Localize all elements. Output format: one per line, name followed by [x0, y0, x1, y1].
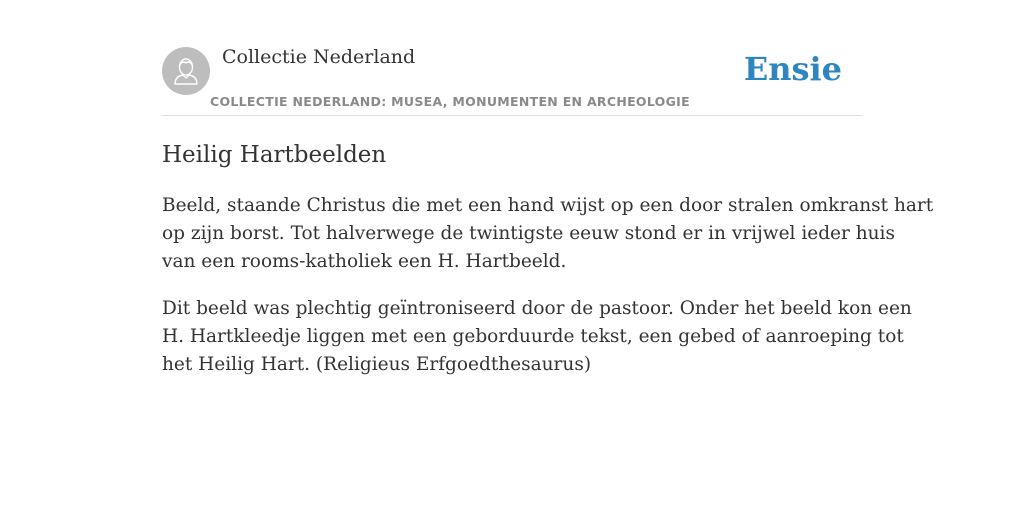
- entry-title: Heilig Hartbeelden: [162, 142, 387, 168]
- paragraph-line: Beeld, staande Christus die met een hand wijst op een door stralen omkranst hart: [162, 195, 934, 216]
- author-name[interactable]: Collectie Nederland: [222, 46, 416, 68]
- entry-card: [162, 40, 934, 379]
- paragraph-line: H. Hartkleedje liggen met een geborduurde tekst, een gebed of aanroeping tot: [162, 326, 904, 347]
- user-icon: [162, 47, 210, 95]
- avatar[interactable]: [162, 47, 210, 95]
- paragraph-line: van een rooms-katholiek een H. Hartbeeld.: [162, 251, 567, 272]
- brand-logo[interactable]: Ensie: [743, 50, 842, 88]
- paragraph-line: op zijn borst. Tot halverwege de twintigste eeuw stond er in vrijwel ieder huis: [162, 223, 895, 244]
- entry-paragraph: [162, 295, 912, 379]
- entry-paragraph: [162, 192, 934, 276]
- paragraph-line: het Heilig Hart. (Religieus Erfgoedthesaurus): [162, 354, 592, 375]
- entry-header: [162, 40, 862, 116]
- source-subtitle: COLLECTIE NEDERLAND: MUSEA, MONUMENTEN EN ARCHEOLOGIE: [210, 94, 690, 109]
- paragraph-line: Dit beeld was plechtig geïntroniseerd door de pastoor. Onder het beeld kon een: [162, 298, 912, 319]
